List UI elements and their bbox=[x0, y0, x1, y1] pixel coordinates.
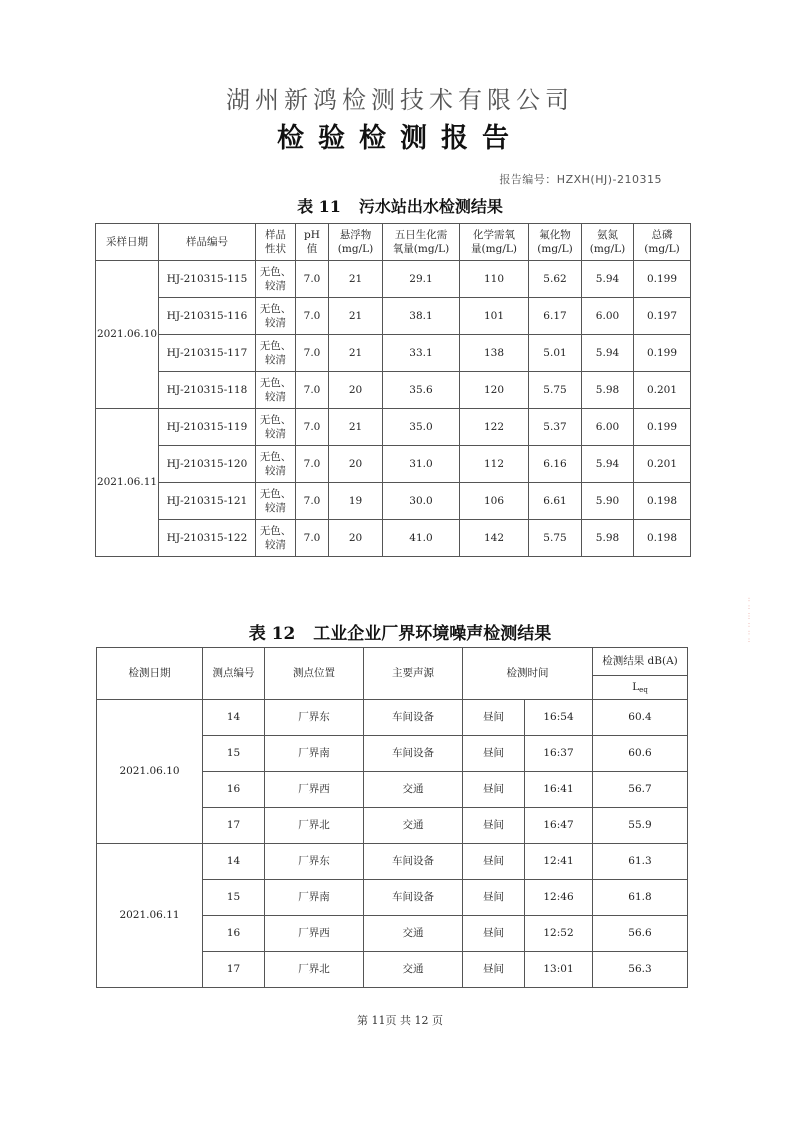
point-location-cell: 厂界南 bbox=[265, 880, 364, 916]
sampling-date-cell: 2021.06.11 bbox=[96, 409, 159, 557]
sample-property-cell: 无色、 较清 bbox=[256, 483, 296, 520]
ph-cell: 7.0 bbox=[296, 483, 329, 520]
table-11-caption bbox=[0, 194, 800, 217]
sample-property-cell: 无色、 较清 bbox=[256, 409, 296, 446]
fluoride-cell: 6.16 bbox=[529, 446, 582, 483]
ammonia-nitrogen-cell: 5.98 bbox=[582, 372, 634, 409]
fluoride-cell: 6.61 bbox=[529, 483, 582, 520]
leq-value-cell: 60.4 bbox=[593, 700, 688, 736]
bod5-cell: 30.0 bbox=[383, 483, 460, 520]
edge-seal-stamp: ·· ·· ··· ·· ·· ·· bbox=[744, 597, 753, 643]
point-number-cell: 17 bbox=[203, 808, 265, 844]
point-location-cell: 厂界南 bbox=[265, 736, 364, 772]
leq-value-cell: 56.7 bbox=[593, 772, 688, 808]
time-cell: 16:41 bbox=[525, 772, 593, 808]
time-cell: 16:47 bbox=[525, 808, 593, 844]
suspended-solids-cell: 21 bbox=[329, 298, 383, 335]
header-leq: $L_{eq}$ bbox=[593, 676, 688, 700]
page-footer: 第 11页 共 12 页 bbox=[357, 1014, 443, 1027]
period-cell: 昼间 bbox=[463, 844, 525, 880]
sample-property-cell: 无色、 较清 bbox=[256, 372, 296, 409]
header-sample-id: 样品编号 bbox=[159, 224, 256, 261]
total-phosphorus-cell: 0.199 bbox=[634, 409, 691, 446]
header-cod: 化学需氧 量(mg/L) bbox=[460, 224, 529, 261]
table-row bbox=[96, 261, 691, 298]
header-suspended-solids: 悬浮物 (mg/L) bbox=[329, 224, 383, 261]
total-phosphorus-cell: 0.199 bbox=[634, 261, 691, 298]
cod-cell: 106 bbox=[460, 483, 529, 520]
table-11-header-row bbox=[96, 224, 691, 261]
sample-id-cell: HJ-210315-115 bbox=[159, 261, 256, 298]
total-phosphorus-cell: 0.198 bbox=[634, 483, 691, 520]
period-cell: 昼间 bbox=[463, 880, 525, 916]
table-12-header-row bbox=[97, 648, 688, 676]
table-12-caption bbox=[0, 619, 800, 644]
suspended-solids-cell: 21 bbox=[329, 261, 383, 298]
cod-cell: 120 bbox=[460, 372, 529, 409]
point-location-cell: 厂界东 bbox=[265, 700, 364, 736]
ammonia-nitrogen-cell: 6.00 bbox=[582, 298, 634, 335]
header-test-time: 检测时间 bbox=[463, 648, 593, 700]
suspended-solids-cell: 19 bbox=[329, 483, 383, 520]
point-location-cell: 厂界北 bbox=[265, 808, 364, 844]
time-cell: 12:52 bbox=[525, 916, 593, 952]
wastewater-results-table bbox=[95, 223, 691, 557]
header-point-number: 测点编号 bbox=[203, 648, 265, 700]
fluoride-cell: 5.01 bbox=[529, 335, 582, 372]
header-result: 检测结果 dB(A) bbox=[593, 648, 688, 676]
point-location-cell: 厂界西 bbox=[265, 916, 364, 952]
table-row bbox=[96, 483, 691, 520]
report-title: 检验检测报告 bbox=[277, 123, 523, 154]
time-cell: 12:46 bbox=[525, 880, 593, 916]
company-name: 湖州新鸿检测技术有限公司 bbox=[226, 86, 574, 114]
sample-id-cell: HJ-210315-118 bbox=[159, 372, 256, 409]
ammonia-nitrogen-cell: 5.94 bbox=[582, 261, 634, 298]
cod-cell: 138 bbox=[460, 335, 529, 372]
total-phosphorus-cell: 0.201 bbox=[634, 446, 691, 483]
cod-cell: 101 bbox=[460, 298, 529, 335]
header-point-location: 测点位置 bbox=[265, 648, 364, 700]
leq-value-cell: 61.8 bbox=[593, 880, 688, 916]
point-location-cell: 厂界东 bbox=[265, 844, 364, 880]
total-phosphorus-cell: 0.199 bbox=[634, 335, 691, 372]
test-date-cell: 2021.06.11 bbox=[97, 844, 203, 988]
table-row bbox=[96, 409, 691, 446]
point-number-cell: 15 bbox=[203, 736, 265, 772]
table-row bbox=[96, 372, 691, 409]
fluoride-cell: 5.75 bbox=[529, 372, 582, 409]
fluoride-cell: 6.17 bbox=[529, 298, 582, 335]
sample-property-cell: 无色、 较清 bbox=[256, 298, 296, 335]
sample-id-cell: HJ-210315-119 bbox=[159, 409, 256, 446]
total-phosphorus-cell: 0.198 bbox=[634, 520, 691, 557]
fluoride-cell: 5.37 bbox=[529, 409, 582, 446]
table-row bbox=[97, 700, 688, 736]
main-source-cell: 车间设备 bbox=[364, 700, 463, 736]
point-number-cell: 14 bbox=[203, 700, 265, 736]
header-test-date: 检测日期 bbox=[97, 648, 203, 700]
leq-value-cell: 56.3 bbox=[593, 952, 688, 988]
ammonia-nitrogen-cell: 5.90 bbox=[582, 483, 634, 520]
period-cell: 昼间 bbox=[463, 952, 525, 988]
fluoride-cell: 5.62 bbox=[529, 261, 582, 298]
suspended-solids-cell: 21 bbox=[329, 409, 383, 446]
suspended-solids-cell: 20 bbox=[329, 372, 383, 409]
cod-cell: 122 bbox=[460, 409, 529, 446]
ph-cell: 7.0 bbox=[296, 409, 329, 446]
header-bod5: 五日生化需 氧量(mg/L) bbox=[383, 224, 460, 261]
main-source-cell: 交通 bbox=[364, 952, 463, 988]
sample-id-cell: HJ-210315-120 bbox=[159, 446, 256, 483]
test-date-cell: 2021.06.10 bbox=[97, 700, 203, 844]
point-location-cell: 厂界北 bbox=[265, 952, 364, 988]
table-row bbox=[96, 446, 691, 483]
bod5-cell: 29.1 bbox=[383, 261, 460, 298]
main-source-cell: 车间设备 bbox=[364, 844, 463, 880]
time-cell: 12:41 bbox=[525, 844, 593, 880]
total-phosphorus-cell: 0.201 bbox=[634, 372, 691, 409]
ph-cell: 7.0 bbox=[296, 335, 329, 372]
header-sampling-date: 采样日期 bbox=[96, 224, 159, 261]
period-cell: 昼间 bbox=[463, 700, 525, 736]
main-source-cell: 交通 bbox=[364, 772, 463, 808]
bod5-cell: 35.6 bbox=[383, 372, 460, 409]
leq-value-cell: 55.9 bbox=[593, 808, 688, 844]
period-cell: 昼间 bbox=[463, 808, 525, 844]
ammonia-nitrogen-cell: 5.98 bbox=[582, 520, 634, 557]
suspended-solids-cell: 20 bbox=[329, 446, 383, 483]
time-cell: 13:01 bbox=[525, 952, 593, 988]
leq-value-cell: 56.6 bbox=[593, 916, 688, 952]
period-cell: 昼间 bbox=[463, 772, 525, 808]
table-12-title: 工业企业厂界环境噪声检测结果 bbox=[313, 624, 552, 644]
table-row bbox=[97, 844, 688, 880]
header-total-phosphorus: 总磷 (mg/L) bbox=[634, 224, 691, 261]
bod5-cell: 31.0 bbox=[383, 446, 460, 483]
total-phosphorus-cell: 0.197 bbox=[634, 298, 691, 335]
point-number-cell: 17 bbox=[203, 952, 265, 988]
sample-id-cell: HJ-210315-116 bbox=[159, 298, 256, 335]
header-sample-property: 样品 性状 bbox=[256, 224, 296, 261]
ammonia-nitrogen-cell: 5.94 bbox=[582, 335, 634, 372]
bod5-cell: 35.0 bbox=[383, 409, 460, 446]
table-row bbox=[96, 298, 691, 335]
header-fluoride: 氟化物 (mg/L) bbox=[529, 224, 582, 261]
sample-id-cell: HJ-210315-122 bbox=[159, 520, 256, 557]
point-number-cell: 15 bbox=[203, 880, 265, 916]
main-source-cell: 交通 bbox=[364, 916, 463, 952]
period-cell: 昼间 bbox=[463, 736, 525, 772]
header-ph: pH 值 bbox=[296, 224, 329, 261]
cod-cell: 112 bbox=[460, 446, 529, 483]
cod-cell: 142 bbox=[460, 520, 529, 557]
bod5-cell: 38.1 bbox=[383, 298, 460, 335]
suspended-solids-cell: 20 bbox=[329, 520, 383, 557]
main-source-cell: 交通 bbox=[364, 808, 463, 844]
sample-property-cell: 无色、 较清 bbox=[256, 446, 296, 483]
table-11-title: 污水站出水检测结果 bbox=[358, 197, 503, 216]
time-cell: 16:37 bbox=[525, 736, 593, 772]
sample-property-cell: 无色、 较清 bbox=[256, 261, 296, 298]
leq-value-cell: 61.3 bbox=[593, 844, 688, 880]
sample-property-cell: 无色、 较清 bbox=[256, 335, 296, 372]
fluoride-cell: 5.75 bbox=[529, 520, 582, 557]
ammonia-nitrogen-cell: 6.00 bbox=[582, 409, 634, 446]
bod5-cell: 33.1 bbox=[383, 335, 460, 372]
point-number-cell: 16 bbox=[203, 772, 265, 808]
cod-cell: 110 bbox=[460, 261, 529, 298]
table-12-number: 表 12 bbox=[248, 624, 296, 644]
table-11-number: 表 11 bbox=[297, 197, 341, 216]
ph-cell: 7.0 bbox=[296, 261, 329, 298]
point-number-cell: 14 bbox=[203, 844, 265, 880]
ph-cell: 7.0 bbox=[296, 372, 329, 409]
suspended-solids-cell: 21 bbox=[329, 335, 383, 372]
sample-id-cell: HJ-210315-121 bbox=[159, 483, 256, 520]
report-number: 报告编号：HZXH(HJ)-210315 bbox=[499, 173, 662, 186]
table-row bbox=[96, 520, 691, 557]
sample-property-cell: 无色、 较清 bbox=[256, 520, 296, 557]
main-source-cell: 车间设备 bbox=[364, 880, 463, 916]
ph-cell: 7.0 bbox=[296, 520, 329, 557]
sample-id-cell: HJ-210315-117 bbox=[159, 335, 256, 372]
ph-cell: 7.0 bbox=[296, 446, 329, 483]
main-source-cell: 车间设备 bbox=[364, 736, 463, 772]
leq-value-cell: 60.6 bbox=[593, 736, 688, 772]
bod5-cell: 41.0 bbox=[383, 520, 460, 557]
header-ammonia-nitrogen: 氨氮 (mg/L) bbox=[582, 224, 634, 261]
sampling-date-cell: 2021.06.10 bbox=[96, 261, 159, 409]
noise-results-table bbox=[96, 647, 688, 988]
point-number-cell: 16 bbox=[203, 916, 265, 952]
period-cell: 昼间 bbox=[463, 916, 525, 952]
table-row bbox=[96, 335, 691, 372]
ammonia-nitrogen-cell: 5.94 bbox=[582, 446, 634, 483]
time-cell: 16:54 bbox=[525, 700, 593, 736]
header-main-source: 主要声源 bbox=[364, 648, 463, 700]
point-location-cell: 厂界西 bbox=[265, 772, 364, 808]
ph-cell: 7.0 bbox=[296, 298, 329, 335]
